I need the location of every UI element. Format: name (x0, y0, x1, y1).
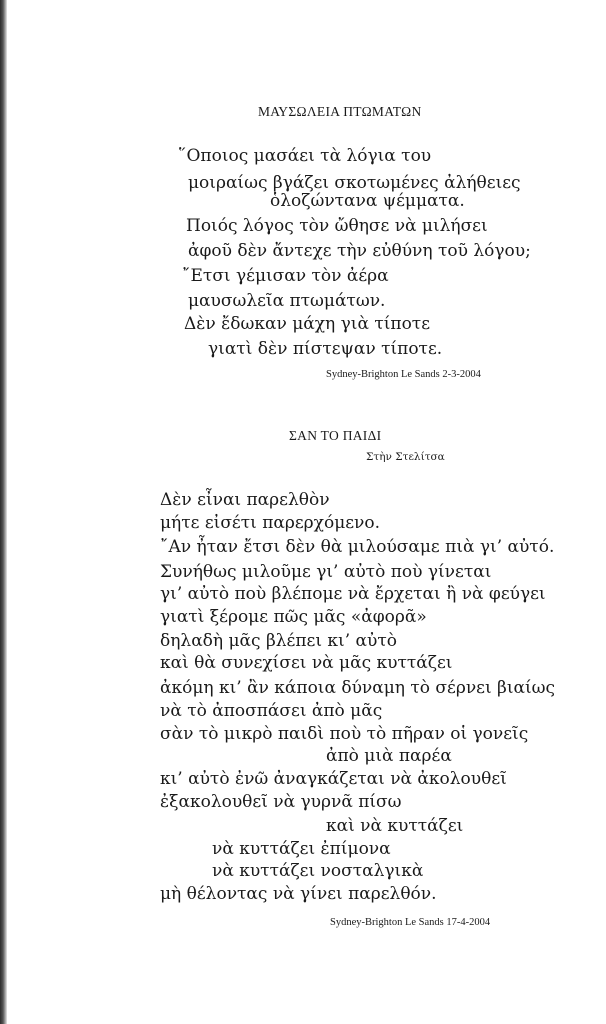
poem1-line-1: ῞Οποιος μασάει τὰ λόγια του (178, 146, 432, 166)
poem2-line-17: νὰ κυττάζει νοσταλγικὰ (212, 861, 424, 881)
poem2-dedication: Στὴν Στελίτσα (366, 451, 445, 463)
poem2-line-10: νὰ τὸ ἀποσπάσει ἀπὸ μᾶς (160, 701, 383, 721)
poem2-line-11: σὰν τὸ μικρὸ παιδὶ ποὺ τὸ πῆραν οἱ γονεῖς (160, 724, 529, 744)
poem2-line-18: μὴ θέλοντας νὰ γίνει παρελθόν. (160, 884, 437, 904)
poem2-line-4: Συνήθως μιλοῦμε γι’ αὐτὸ ποὺ γίνεται (160, 562, 492, 582)
poem1-line-2: μοιραίως βγάζει σκοτωμένες ἀλήθειες (188, 173, 521, 193)
poem2-place-date: Sydney-Brighton Le Sands 17-4-2004 (330, 917, 491, 928)
poem2-line-8: καὶ θὰ συνεχίσει νὰ μᾶς κυττάζει (160, 653, 453, 673)
poem2-line-12: ἀπὸ μιὰ παρέα (326, 746, 452, 766)
poem1-line-3: ὁλοζώντανα ψέμματα. (270, 191, 465, 211)
poem1-line-9: γιατὶ δὲν πίστεψαν τίποτε. (208, 339, 443, 359)
poem2-line-13: κι’ αὐτὸ ἐνῶ ἀναγκάζεται νὰ ἀκολουθεῖ (160, 769, 507, 789)
poem2-line-16: νὰ κυττάζει ἐπίμονα (212, 839, 391, 859)
poem1-line-7: μαυσωλεῖα πτωμάτων. (188, 291, 386, 311)
poem1-title: ΜΑΥΣΩΛΕΙΑ ΠΤΩΜΑΤΩΝ (258, 104, 422, 119)
poem2-line-3: ῎Αν ἦταν ἔτσι δὲν θὰ μιλούσαμε πιὰ γι’ αὐτό. (160, 537, 555, 557)
poem2-line-2: μήτε εἰσέτι παρερχόμενο. (160, 513, 381, 533)
poem2-line-15: καὶ νὰ κυττάζει (326, 816, 464, 836)
poem2-line-7: δηλαδὴ μᾶς βλέπει κι’ αὐτὸ (160, 631, 397, 651)
poem1-line-8: Δὲν ἔδωκαν μάχη γιὰ τίποτε (184, 314, 431, 334)
poem1-line-5: ἀφοῦ δὲν ἄντεχε τὴν εὐθύνη τοῦ λόγου; (188, 241, 531, 261)
poem2-line-14: ἐξακολουθεῖ νὰ γυρνᾶ πίσω (160, 792, 402, 812)
poem2-line-1: Δὲν εἶναι παρελθὸν (160, 490, 330, 510)
poem2-line-5: γι’ αὐτὸ ποὺ βλέπομε νὰ ἔρχεται ἢ νὰ φεύγει (160, 584, 546, 604)
book-spine-shadow (0, 0, 7, 1024)
poem1-place-date: Sydney-Brighton Le Sands 2-3-2004 (326, 369, 481, 380)
poem1-line-6: ῎Ετσι γέμισαν τὸν ἀέρα (182, 266, 389, 286)
poem2-line-9: ἀκόμη κι’ ἂν κάποια δύναμη τὸ σέρνει βιαίως (160, 678, 556, 698)
poem1-line-4: Ποιός λόγος τὸν ὤθησε νὰ μιλήσει (186, 216, 488, 236)
poem2-line-6: γιατὶ ξέρομε πῶς μᾶς «ἀφορᾶ» (160, 607, 427, 627)
poem2-title: ΣΑΝ ΤΟ ΠΑΙΔΙ (289, 428, 382, 443)
